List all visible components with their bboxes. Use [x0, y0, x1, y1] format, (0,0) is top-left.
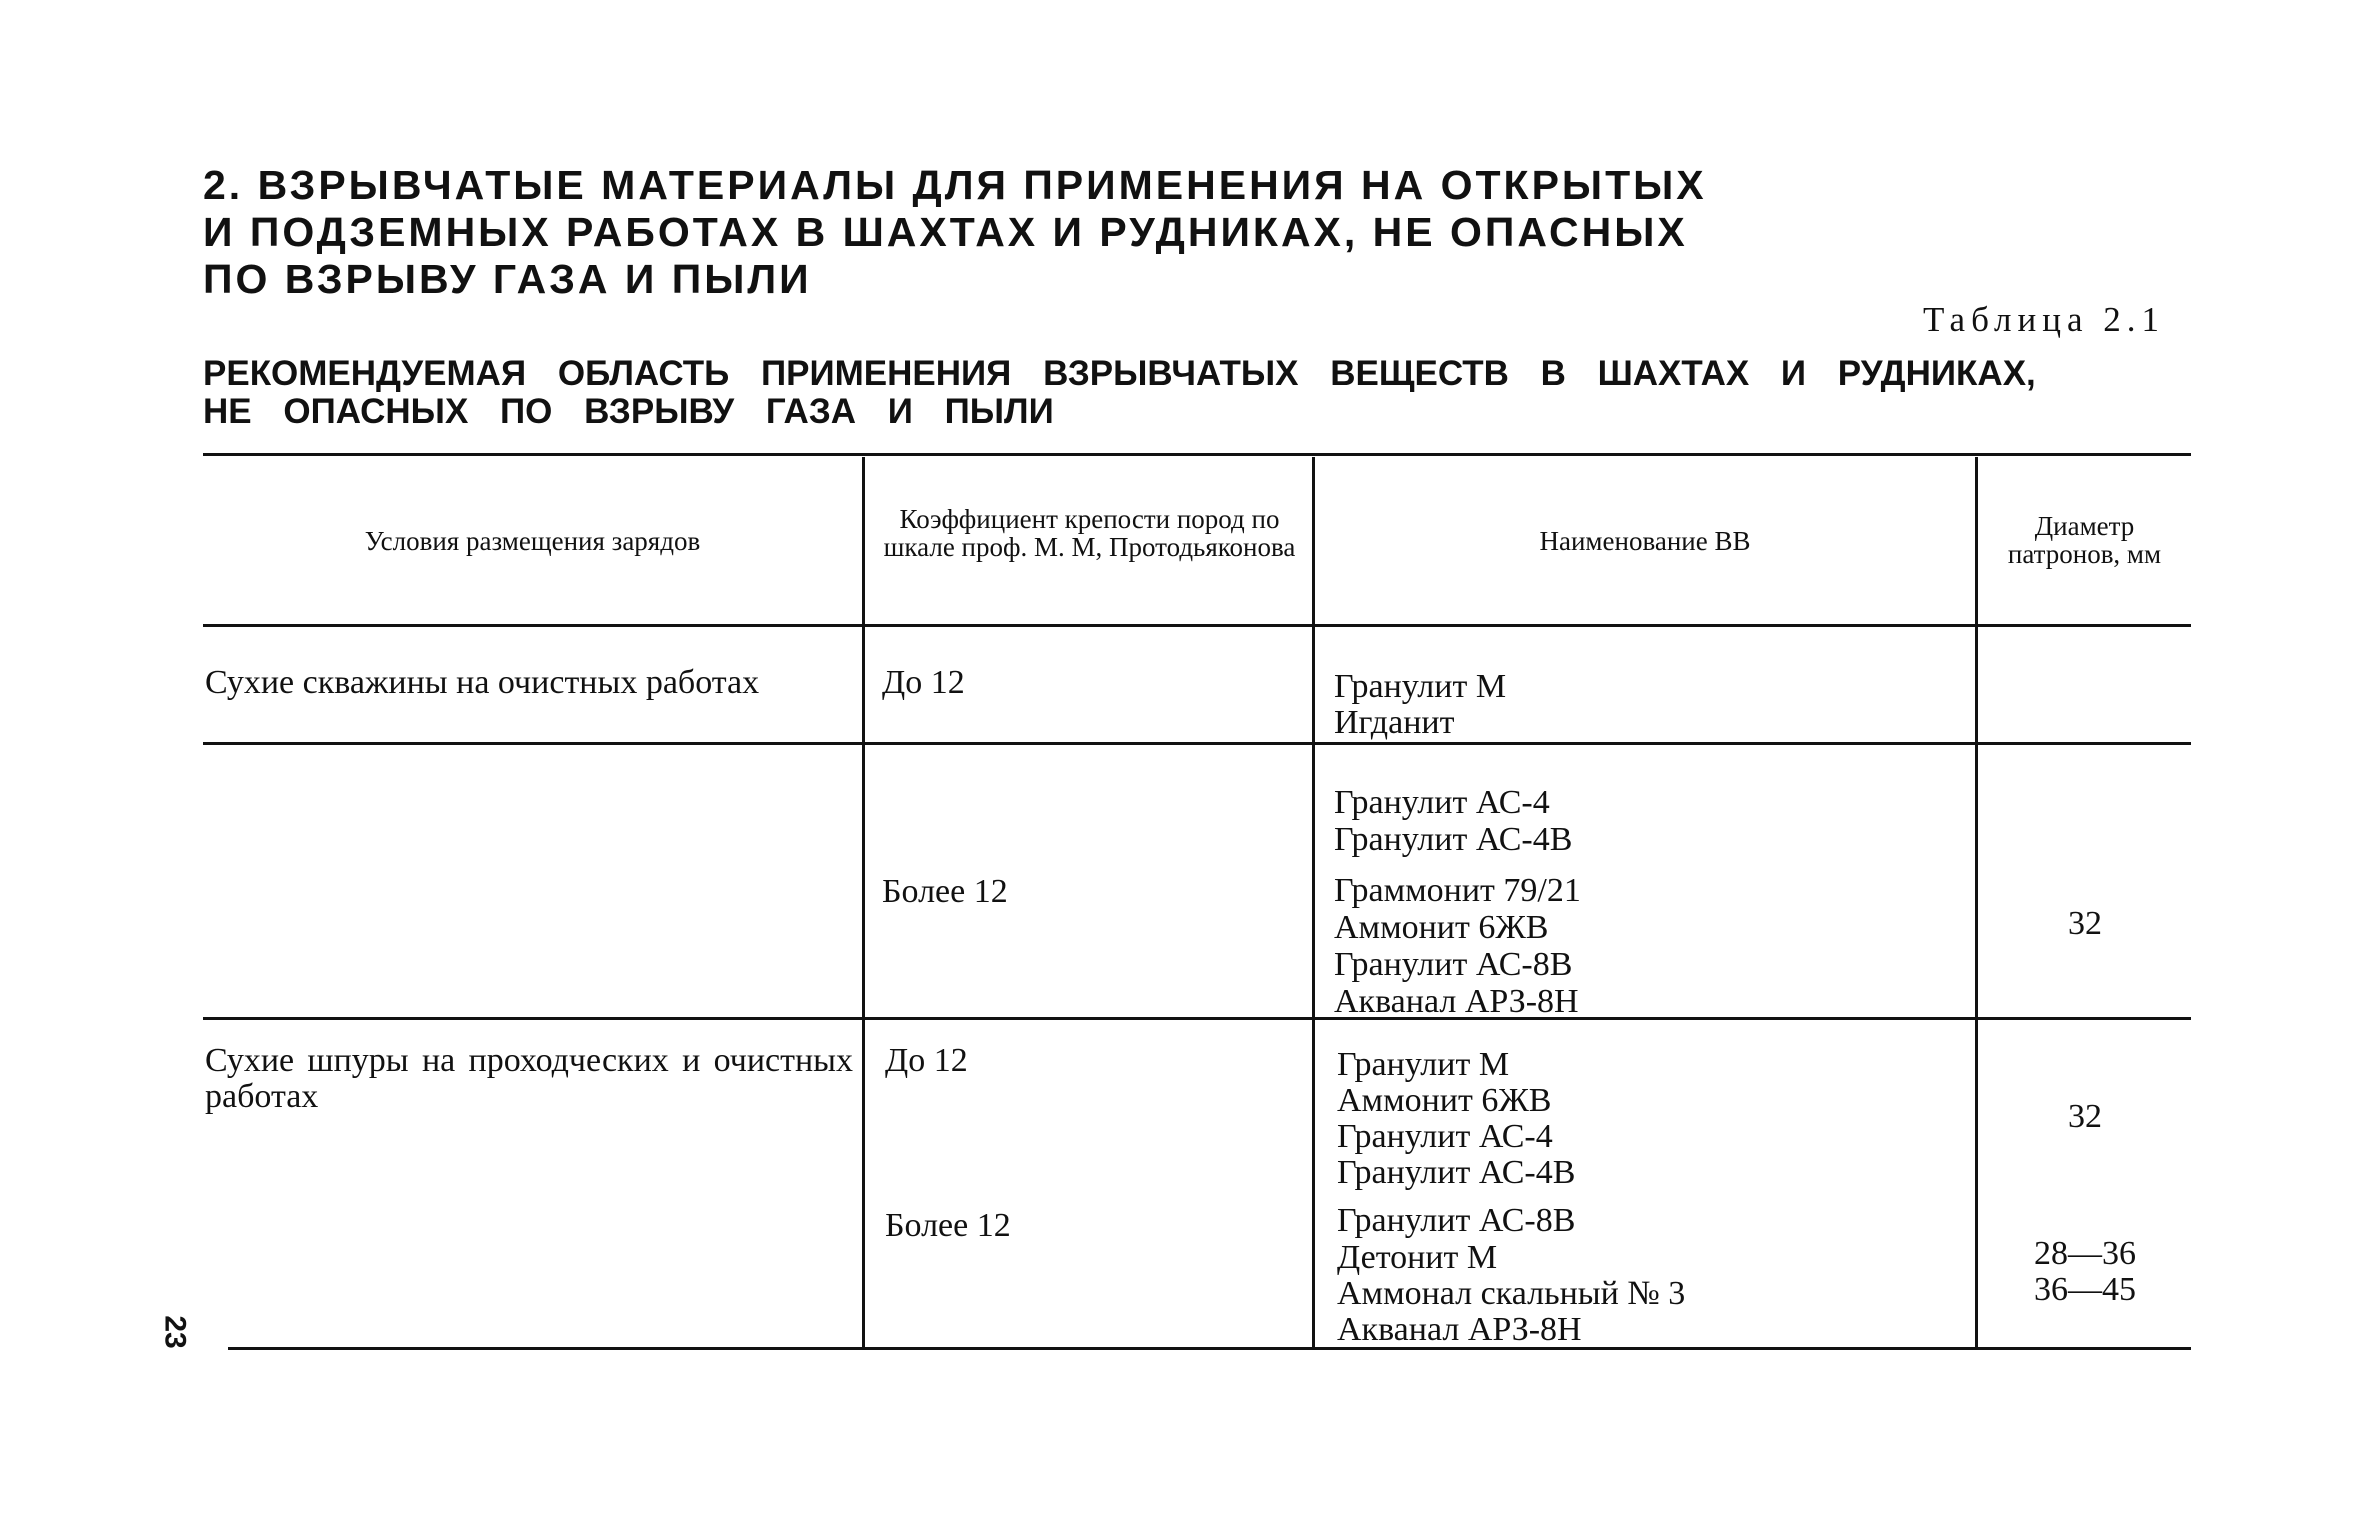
- explosive-name: Гранулит АС-4В: [1337, 1154, 1576, 1191]
- explosive-name: Аммонит 6ЖВ: [1337, 1082, 1552, 1119]
- explosive-name: Гранулит М: [1337, 1046, 1510, 1083]
- column-divider: [1312, 457, 1315, 1347]
- section-title: [203, 162, 1863, 303]
- row-condition: Сухие скважины на очистных работах: [205, 664, 760, 701]
- row-coefficient: Более 12: [885, 1207, 1011, 1244]
- header-diameter: Диаметр патронов, мм: [2007, 511, 2162, 569]
- cartridge-diameter: 28—36: [2034, 1235, 2136, 1272]
- row-divider: [203, 1017, 2191, 1020]
- explosive-name: Гранулит АС-4: [1334, 784, 1550, 821]
- row-coefficient: До 12: [882, 664, 965, 701]
- explosive-name: Граммонит 79/21: [1334, 872, 1581, 909]
- header-bottom-rule: [203, 624, 2191, 627]
- explosive-name: Аммонал скальный № 3: [1337, 1275, 1686, 1312]
- cartridge-diameter: 32: [2068, 905, 2102, 942]
- page-number: 23: [158, 1315, 192, 1349]
- header-conditions: Условия размещения зарядов: [364, 526, 701, 556]
- row-condition: Сухие шпуры на проходческих и очистных работах: [205, 1042, 853, 1115]
- column-divider: [862, 457, 865, 1347]
- section-title-line: ПО ВЗРЫВУ ГАЗА И ПЫЛИ: [203, 256, 812, 302]
- explosive-name: Гранулит АС-4: [1337, 1118, 1553, 1155]
- explosive-name: Акванал АРЗ-8Н: [1334, 983, 1579, 1020]
- header-coefficient: Коэффициент крепости пород по шкале проф. М. М, Протодьяконова: [883, 504, 1296, 562]
- explosive-name: Акванал АРЗ-8Н: [1337, 1311, 1582, 1348]
- section-title-line: И ПОДЗЕМНЫХ РАБОТАХ В ШАХТАХ И РУДНИКАХ, НЕ ОПАСНЫХ: [203, 209, 1688, 255]
- explosive-name: Детонит М: [1337, 1239, 1498, 1276]
- explosive-name: Гранулит АС-8В: [1337, 1202, 1576, 1239]
- column-divider: [1975, 457, 1978, 1347]
- table-bottom-rule: [228, 1347, 2191, 1350]
- cartridge-diameter: 36—45: [2034, 1271, 2136, 1308]
- row-coefficient: Более 12: [882, 873, 1008, 910]
- table-top-rule: [203, 453, 2191, 456]
- table-caption: [203, 355, 2043, 431]
- table-number: Таблица 2.1: [1923, 300, 2165, 339]
- table-caption-line: НЕ ОПАСНЫХ ПО ВЗРЫВУ ГАЗА И ПЫЛИ: [203, 392, 1054, 431]
- section-title-line: 2. ВЗРЫВЧАТЫЕ МАТЕРИАЛЫ ДЛЯ ПРИМЕНЕНИЯ НА ОТКРЫТЫХ: [203, 162, 1707, 208]
- row-divider: [203, 742, 2191, 745]
- explosive-name: Гранулит АС-8В: [1334, 946, 1573, 983]
- explosive-name: Гранулит АС-4В: [1334, 821, 1573, 858]
- explosive-name: Аммонит 6ЖВ: [1334, 909, 1549, 946]
- cartridge-diameter: 32: [2068, 1098, 2102, 1135]
- header-name: Наименование ВВ: [1539, 526, 1751, 556]
- explosive-name: Игданит: [1334, 704, 1455, 741]
- row-coefficient: До 12: [885, 1042, 968, 1079]
- table-caption-line: РЕКОМЕНДУЕМАЯ ОБЛАСТЬ ПРИМЕНЕНИЯ ВЗРЫВЧАТЫХ ВЕЩЕСТВ В ШАХТАХ И РУДНИКАХ,: [203, 354, 2036, 393]
- explosive-name: Гранулит М: [1334, 668, 1507, 705]
